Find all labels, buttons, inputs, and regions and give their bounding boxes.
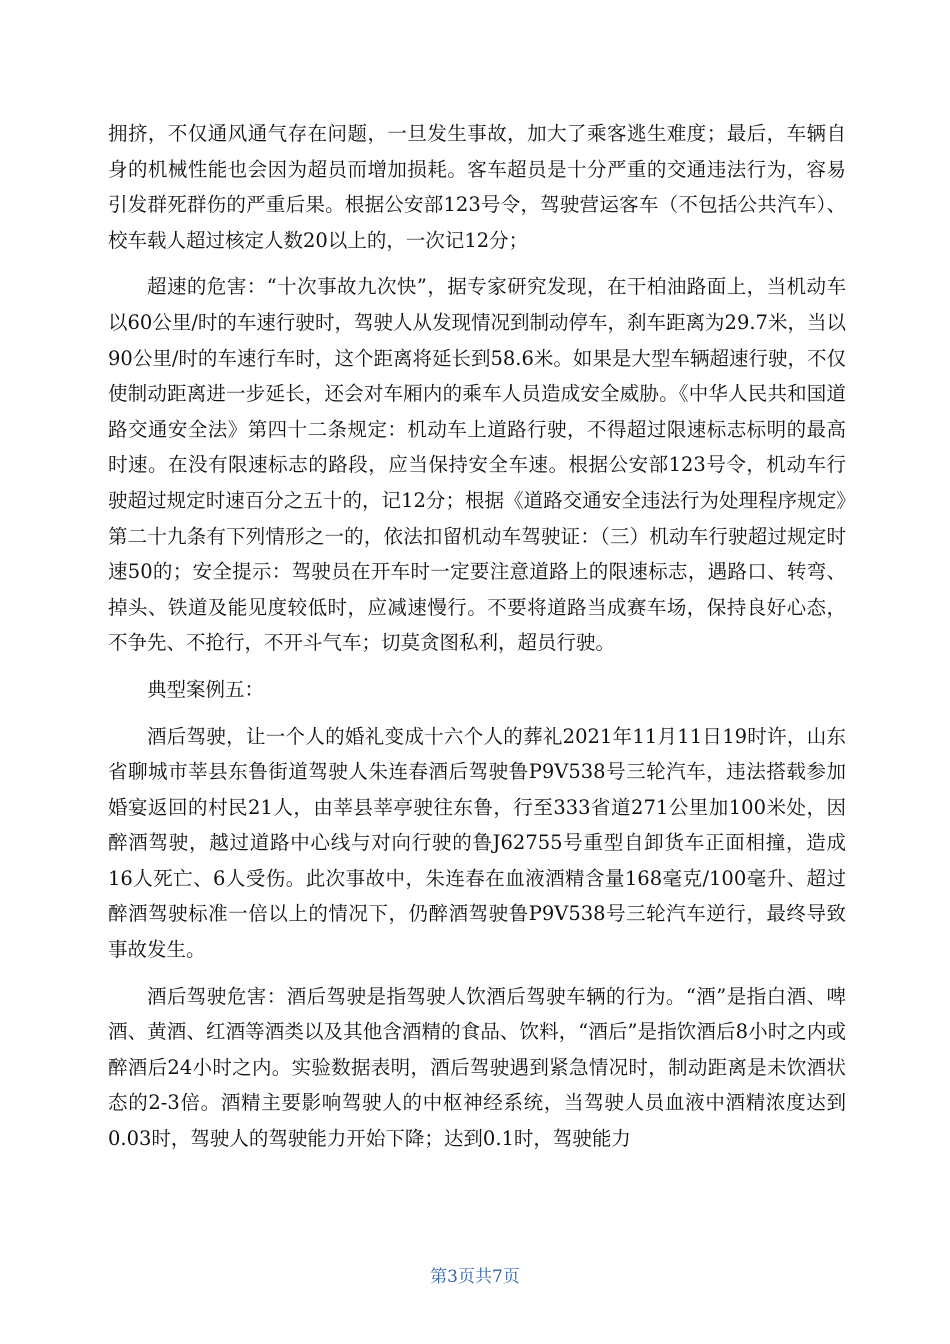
page-number-footer: 第3页共7页 [430, 1267, 520, 1287]
paragraph-speeding-hazard: 超速的危害：“十次事故九次快”，据专家研究发现，在干柏油路面上，当机动车以60公里/时的车速行驶时，驾驶人从发现情况到制动停车，刹车距离为29.7米，当以90公里/时的车速行车时，这个距离将延长到58.6米。如果是大型车辆超速行驶，不仅使制动距离进一步延长，还会对车厢内的乘车人员造成安全威胁。《中华人民共和国道路交通安全法》第四十二条规定：机动车上道路行驶，不得超过限速标志标明的最高时速。在没有限速标志的路段，应当保持安全车速。根据公安部123号令，机动车行驶超过规定时速百分之五十的，记12分；根据《道路交通安全违法行为处理程序规定》第二十九条有下列情形之一的，依法扣留机动车驾驶证：（三）机动车行驶超过规定时速50的；安全提示：驾驶员在开车时一定要注意道路上的限速标志，遇路口、转弯、掉头、铁道及能见度较低时，应减速慢行。不要将道路当成赛车场，保持良好心态，不争先、不抢行，不开斗气车；切莫贪图私利，超员行驶。 [108, 275, 846, 655]
paragraph-drunk-driving-hazard: 酒后驾驶危害：酒后驾驶是指驾驶人饮酒后驾驶车辆的行为。“酒”是指白酒、啤酒、黄酒、红酒等酒类以及其他含酒精的食品、饮料，“酒后”是指饮酒后8小时之内或醉酒后24小时之内。实验数据表明，酒后驾驶遇到紧急情况时，制动距离是未饮酒状态的2-3倍。酒精主要影响驾驶人的中枢神经系统，当驾驶人员血液中酒精浓度达到0.03时，驾驶人的驾驶能力开始下降；达到0.1时，驾驶能力 [108, 984, 846, 1151]
document-body [108, 116, 846, 1157]
paragraph-overload-continued: 拥挤，不仅通风通气存在问题，一旦发生事故，加大了乘客逃生难度；最后，车辆自身的机械性能也会因为超员而增加损耗。客车超员是十分严重的交通违法行为，容易引发群死群伤的严重后果。根据公安部123号令，驾驶营运客车（不包括公共汽车）、校车载人超过核定人数20以上的，一次记12分； [108, 122, 846, 252]
paragraph-drunk-driving-case: 酒后驾驶，让一个人的婚礼变成十六个人的葬礼2021年11月11日19时许，山东省聊城市莘县东鲁街道驾驶人朱连春酒后驾驶鲁P9V538号三轮汽车，违法搭载参加婚宴返回的村民21人，由莘县莘亭驶往东鲁，行至333省道271公里加100米处，因醉酒驾驶，越过道路中心线与对向行驶的鲁J62755号重型自卸货车正面相撞，造成16人死亡、6人受伤。此次事故中，朱连春在血液酒精含量168毫克/100毫升、超过醉酒驾驶标准一倍以上的情况下，仍醉酒驾驶鲁P9V538号三轮汽车逆行，最终导致事故发生。 [108, 724, 846, 962]
paragraph-case-five-heading: 典型案例五： [147, 677, 265, 701]
